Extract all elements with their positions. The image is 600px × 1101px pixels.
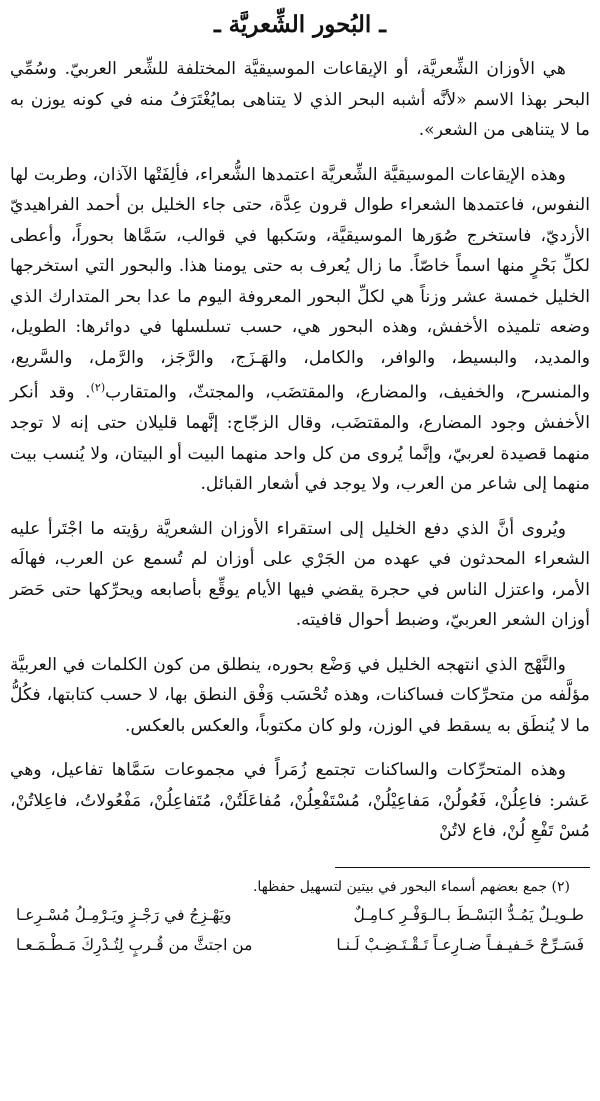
verse-1-second-hemistich: ويَهْـزِجُ في رَجْـزٍ ويَـرْمِـلُ مُسْـرِعـا [16, 905, 232, 924]
paragraph-5: وهذه المتحرِّكات والساكنات تجتمع زُمَراً في مجموعات سَمَّاها تفاعيل، وهي عَشر: فاعِلُنْ، فَعُولُنْ، مَفاعِيْلُنْ، مُسْتَفْعِلُنْ، مُفاعَلَتُنْ، مُتَفاعِلُنْ، مَفْعُولاتُ، فاعِلاتُنْ، مُسْ تَفْعِ لُنْ، فاع لاتُنْ [10, 760, 590, 842]
footnote-reference: (٢) [90, 381, 106, 394]
verse-2-second-hemistich: من اجتثَّ من قُـربٍ لِتُـدْرِكَ مَـطْـمَـعـا [16, 935, 253, 954]
page-title: ـ البُحور الشِّعريَّة ـ [213, 11, 387, 38]
verse-line-2 [10, 930, 590, 960]
paragraph-4: والنَّهْج الذي انتهجه الخليل في وَضْع بحوره، ينطلق من كون الكلمات في العربيَّة مؤلَّفه من متحرِّكات فساكنات، وهذه تُحْسَب وَفْق النطق بها، لا حسب كتابتها، فكُلُّ ما لا يُنطَق به يسقط في الوزن، ولو كان مكتوباً، والعكس بالعكس. [10, 654, 590, 736]
verse-line-1 [10, 900, 590, 930]
paragraph-2-part-1: وهذه الإيقاعات الموسيقيَّة الشِّعريَّة اعتمدها الشُّعراء، فألِفَتْها الآذان، وطربت لها النفوس، فاعتمدها الشعراء طوال قرون عِدَّة، حتى جاء الخليل بن أحمد الفراهيديّ الأزديّ، فاستخرج صُوَرها الموسيقيَّة، وسَكبها في قوالب، سَمَّاها بحوراً، وأعطى لكلِّ بَحْرٍ منها اسماً خاصّاً. ما زال يُعرف به حتى يومنا هذا. والبحور التي استخرجها الخليل خمسة عشر وزناً هي لكلِّ البحور المعروفة اليوم ما عدا بحر المتدارك الذي وضعه تلميذه الأخفش، وهذه البحور هي، حسب تسلسلها في دوائرها: الطويل، والمديد، والبسيط، والوافر، والكامل، والهَـزَج، والرَّجَز، والرَّمل، والسَّريع، والمنسرح، والخفيف، والمضارع، والمقتضَب، والمجتثّ، والمتقارب [10, 164, 591, 403]
paragraph-2-part-2: . وقد أنكر الأخفش وجود المضارع، والمقتضَب، وقال الزجّاج: إنَّهما قليلان حتى إنه لا توجد منهما قصيدة لعربيّ، وإنَّما يُروى من كل واحد منهما البيت أو البيتان، ولا يُنسب بيت منهما إلى شاعر من العرب، ولا يوجد في أشعار القبائل. [10, 382, 590, 495]
paragraph-1: هي الأوزان الشِّعريَّة، أو الإيقاعات الموسيقيَّة المختلفة للشِّعر العربيّ. وسُمِّي البحر بهذا الاسم «لأنَّه أشبه البحر الذي لا يتناهى بمايُغْتَرَفُ منه في كونه يوزن به ما لا يتناهى من الشعر». [10, 59, 590, 140]
verse-1-first-hemistich: طـويـلٌ يَمُـدُّ البَسْـطَ بـالـوَفْـرِ كـامِـلٌ [353, 905, 584, 924]
paragraph-2 [10, 160, 590, 500]
verse-2-first-hemistich: فَسَـرِّحْ خَـفيـفـاً ضـارِعـاً تَـقْـتَـضِـبْ لَـنـا [336, 935, 584, 954]
footnote-text: (٢) جمع بعضهم أسماء البحور في بيتين لتسهيل حفظها. [252, 878, 570, 895]
paragraph-3: ويُروى أنَّ الذي دفع الخليل إلى استقراء الأوزان الشعريَّة رؤيته ما اجْتَرأ عليه الشعراء المحدثون في عهده من الجَرْي على أوزان لم تُسمع عن العرب، فهالَه الأمر، واعتزل الناس في حجرة يقضي فيها الأيام يوقِّع بأصابعه ويحرِّكها حتى حَصَر أوزان الشعر العربيّ، وضبط أحوال قافيته. [10, 518, 590, 631]
footnote-divider [335, 867, 590, 868]
